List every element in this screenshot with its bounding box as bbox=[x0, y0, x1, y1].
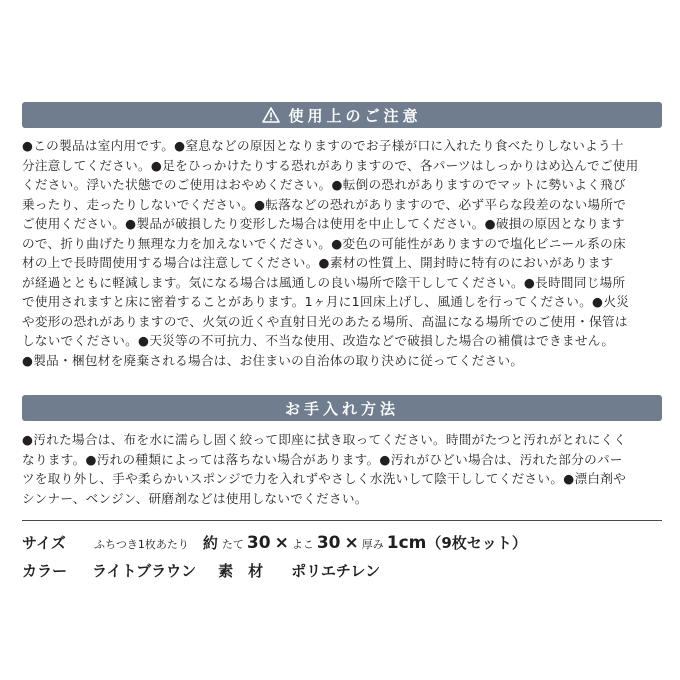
divider bbox=[22, 520, 662, 521]
yoko-label: よこ bbox=[291, 538, 314, 551]
caution-line: ●この製品は室内用です。●窒息などの原因となりますのでお子様が口に入れたり食べたりしないよう十 bbox=[22, 138, 624, 153]
warning-triangle-icon bbox=[262, 107, 280, 123]
caution-title: 使用上のご注意 bbox=[288, 106, 422, 125]
caution-line: ●製品・梱包材を廃棄される場合は、お住まいの自治体の取り決めに従ってください。 bbox=[22, 352, 524, 368]
material-value: ポリエチレン bbox=[291, 562, 381, 580]
caution-header bbox=[22, 102, 662, 128]
care-text bbox=[22, 430, 668, 508]
caution-line: や変形の恐れがありますので、火気の近くや直射日光のあたる場所、高温になる場所でのご使用・保管は bbox=[22, 313, 628, 329]
caution-line: 材の上で長時間使用する場合は注意してください。●素材の性質上、開封時に特有のにおいがあります bbox=[22, 255, 614, 270]
times-sign: × bbox=[344, 533, 359, 553]
tate-value: 30 bbox=[246, 533, 271, 553]
caution-line: 分注意してください。●足をひっかけたりする恐れがありますので、各パーツはしっかりはめ込んでご使用 bbox=[22, 157, 639, 173]
material-label: 素 材 bbox=[218, 562, 264, 580]
thickness-value: 1cm bbox=[386, 533, 427, 553]
care-line: なります。●汚れの種類によっては落ちない場合があります。●汚れがひどい場合は、汚れた部分のパー bbox=[22, 451, 623, 467]
caution-line: で使用されますと床に密着することがあります。1ヶ月に1回床上げし、風通しを行ってください。●火災 bbox=[22, 294, 630, 309]
caution-line: ください。浮いた状態でのご使用はおやめください。●転倒の恐れがありますのでマットに勢いよく飛び bbox=[22, 177, 626, 192]
care-line: ●汚れた場合は、布を水に濡らし固く絞って即座に拭き取ってください。時間がたつと汚れがとれにくく bbox=[22, 432, 627, 447]
color-label: カラー bbox=[22, 562, 68, 580]
care-line: シンナー、ベンジン、研磨剤などは使用しないでください。 bbox=[22, 490, 368, 506]
size-label: サイズ bbox=[22, 534, 66, 552]
care-title: お手入れ方法 bbox=[284, 399, 399, 418]
care-header bbox=[22, 395, 662, 421]
care-line: ツを取り外し、手や柔らかいスポンジで力を入れずやさしく水洗いして陰干ししてください。●漂白剤や bbox=[22, 471, 627, 486]
caution-line: しないでください。●天災等の不可抗力、不当な使用、改造などで破損した場合の補償はできません。 bbox=[22, 333, 615, 348]
caution-line: 乗ったり、走ったりしないでください。●転落などの恐れがありますので、必ず平らな段差のない場所で bbox=[22, 196, 627, 212]
color-row bbox=[22, 560, 380, 584]
approx-label: 約 bbox=[202, 534, 218, 552]
size-note: ふちつき1枚あたり bbox=[94, 538, 189, 551]
color-value: ライトブラウン bbox=[92, 562, 197, 580]
caution-line: ので、折り曲げたり無理な力を加えないでください。●変色の可能性がありますので塩化ビニール系の床 bbox=[22, 235, 626, 251]
times-sign: × bbox=[274, 533, 289, 553]
size-row bbox=[22, 532, 527, 556]
thickness-label: 厚み bbox=[361, 538, 384, 551]
caution-line: が経過とともに軽減します。気になる場合は風通しの良い場所で陰干ししてください。●長時間同じ場所 bbox=[22, 274, 626, 290]
caution-text bbox=[22, 136, 668, 370]
tate-label: たて bbox=[221, 538, 244, 551]
caution-line: ご使用ください。●製品が破損したり変形した場合は使用を中止してください。●破損の原因となります bbox=[22, 216, 625, 231]
yoko-value: 30 bbox=[316, 533, 341, 553]
set-count: （9枚セット） bbox=[426, 534, 527, 552]
